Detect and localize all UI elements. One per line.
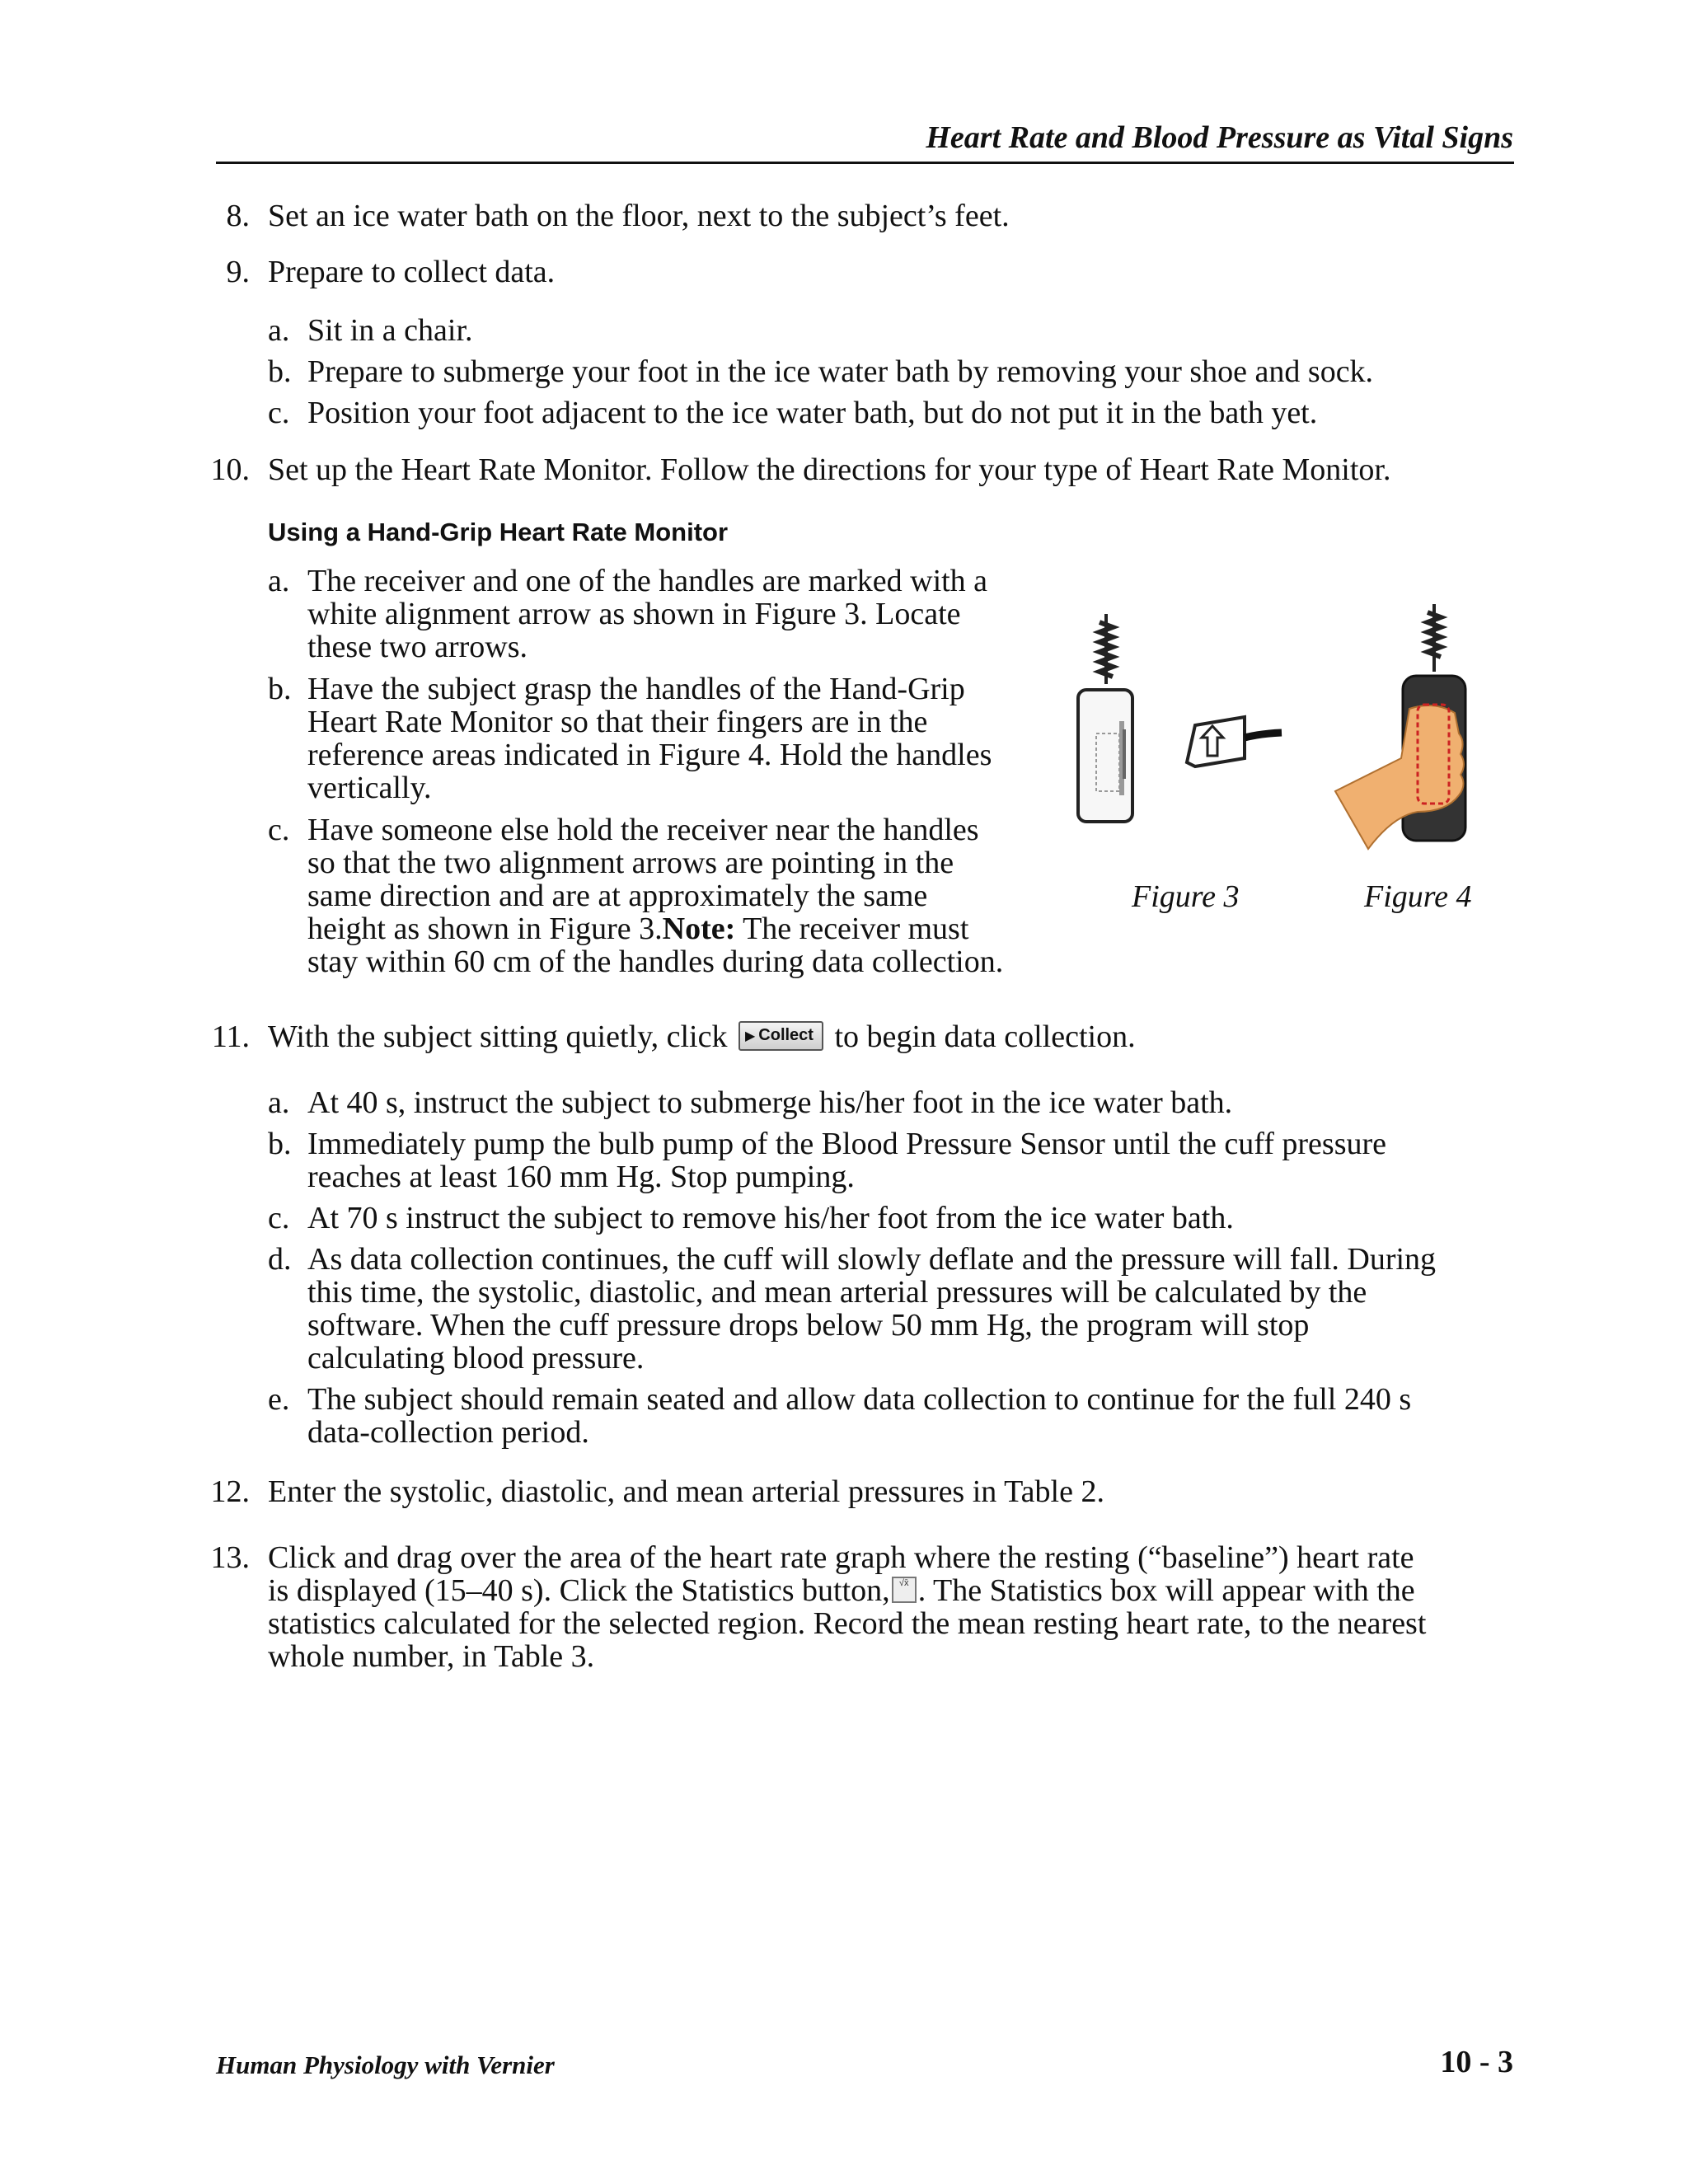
step-11b-letter: b. — [268, 1127, 292, 1161]
step-10b-line: Heart Rate Monitor so that their fingers are in the — [307, 705, 928, 739]
step-10-text: Set up the Heart Rate Monitor. Follow the directions for your type of Heart Rate Monitor. — [268, 452, 1391, 487]
step-11d-line: As data collection continues, the cuff will slowly deflate and the pressure will fall. During — [307, 1242, 1437, 1277]
step-10b-line: vertically. — [307, 771, 432, 805]
step-10c-line: stay within 60 cm of the handles during data collection. — [307, 944, 1004, 979]
step-11a-line: At 40 s, instruct the subject to submerge his/her foot in the ice water bath. — [307, 1085, 1233, 1120]
step-9b-letter: b. — [268, 354, 292, 389]
step-11b-text — [307, 1127, 1386, 1193]
step-11d-letter: d. — [268, 1242, 292, 1277]
step-11d-line: calculating blood pressure. — [307, 1341, 645, 1376]
step-10c-text — [307, 813, 1003, 978]
collect-button[interactable] — [738, 1021, 823, 1051]
step-8-number: 8. — [226, 199, 250, 233]
header-rule — [216, 162, 1514, 164]
note-label: Note: — [662, 912, 736, 946]
step-11b-line: reaches at least 160 mm Hg. Stop pumping. — [307, 1160, 855, 1194]
step-13-line-part: . The Statistics box will appear with the — [917, 1573, 1415, 1608]
step-9c-letter: c. — [268, 396, 290, 430]
step-11d-line: this time, the systolic, diastolic, and mean arterial pressures will be calculated by the — [307, 1275, 1367, 1310]
figure-3-caption: Figure 3 — [1132, 879, 1240, 914]
hand-grip-subheading: Using a Hand-Grip Heart Rate Monitor — [268, 518, 729, 546]
step-10b-line: reference areas indicated in Figure 4. Hold the handles — [307, 738, 992, 772]
page-header-title: Heart Rate and Blood Pressure as Vital Signs — [926, 120, 1513, 155]
step-11-text-after: to begin data collection. — [834, 1019, 1136, 1054]
step-12-number: 12. — [210, 1474, 250, 1509]
statistics-button[interactable] — [892, 1577, 917, 1603]
step-13-number: 13. — [210, 1540, 250, 1575]
step-9a-text: Sit in a chair. — [307, 313, 473, 348]
step-10c-line-part: The receiver must — [743, 912, 969, 946]
step-10b-text — [307, 673, 992, 804]
step-10a-line: white alignment arrow as shown in Figure 3. Locate — [307, 597, 961, 631]
step-13-line — [268, 1574, 1426, 1607]
step-9-number: 9. — [226, 255, 250, 289]
step-11-text — [268, 1020, 1136, 1054]
step-10a-line: The receiver and one of the handles are marked with a — [307, 564, 988, 598]
statistics-icon: √x̄ — [898, 1578, 909, 1589]
handle-with-arrow-figure — [1187, 717, 1282, 766]
step-11e-line: data-collection period. — [307, 1415, 589, 1450]
step-13-line-part: is displayed (15–40 s). Click the Statistics button, — [268, 1573, 890, 1608]
step-10c-line-part: height as shown in Figure 3. — [307, 912, 663, 946]
step-13-line: statistics calculated for the selected region. Record the mean resting heart rate, to the nearest — [268, 1606, 1427, 1641]
step-11d-text — [307, 1243, 1436, 1375]
step-10c-line: Have someone else hold the receiver near the handles — [307, 813, 979, 847]
step-13-line: Click and drag over the area of the heart rate graph where the resting (“baseline”) heart rate — [268, 1540, 1414, 1575]
figures-illustration — [1071, 598, 1484, 861]
step-10c-line — [307, 912, 1003, 945]
receiver-figure — [1078, 614, 1132, 822]
step-9c-text: Position your foot adjacent to the ice water bath, but do not put it in the bath yet. — [307, 396, 1318, 430]
step-11-number: 11. — [211, 1019, 250, 1054]
step-11c-line: At 70 s instruct the subject to remove his/her foot from the ice water bath. — [307, 1201, 1234, 1235]
step-10a-line: these two arrows. — [307, 630, 528, 664]
step-10c-line: so that the two alignment arrows are pointing in the — [307, 846, 954, 880]
step-9a-letter: a. — [268, 313, 290, 348]
step-10b-line: Have the subject grasp the handles of the Hand-Grip — [307, 672, 965, 706]
footer-book-title: Human Physiology with Vernier — [216, 2050, 555, 2079]
step-11-text-before: With the subject sitting quietly, click — [268, 1019, 728, 1054]
step-13-text — [268, 1541, 1426, 1673]
step-11c-letter: c. — [268, 1201, 290, 1235]
step-11d-line: software. When the cuff pressure drops below 50 mm Hg, the program will stop — [307, 1308, 1310, 1343]
step-10b-letter: b. — [268, 672, 292, 706]
step-11e-line: The subject should remain seated and allow data collection to continue for the full 240 s — [307, 1382, 1412, 1417]
step-10-number: 10. — [210, 452, 250, 487]
footer-page-number: 10 - 3 — [1440, 2045, 1513, 2079]
collect-button-label: Collect — [758, 1026, 814, 1045]
step-11a-text — [307, 1086, 1232, 1119]
step-11b-line: Immediately pump the bulb pump of the Blood Pressure Sensor until the cuff pressure — [307, 1127, 1387, 1161]
step-12-text: Enter the systolic, diastolic, and mean arterial pressures in Table 2. — [268, 1474, 1104, 1509]
step-11c-text — [307, 1202, 1234, 1235]
step-11e-letter: e. — [268, 1382, 290, 1417]
step-11a-letter: a. — [268, 1085, 290, 1120]
step-11e-text — [307, 1383, 1411, 1449]
play-triangle-icon: ▶ — [744, 1029, 756, 1044]
step-10a-text — [307, 565, 987, 663]
step-9b-text: Prepare to submerge your foot in the ice water bath by removing your shoe and sock. — [307, 354, 1374, 389]
step-13-line: whole number, in Table 3. — [268, 1639, 595, 1674]
step-10a-letter: a. — [268, 564, 290, 598]
step-8-text: Set an ice water bath on the floor, next to the subject’s feet. — [268, 199, 1010, 233]
figure-4-caption: Figure 4 — [1364, 879, 1472, 914]
step-10c-letter: c. — [268, 813, 290, 847]
step-9-text: Prepare to collect data. — [268, 255, 556, 289]
step-10c-line: same direction and are at approximately the same — [307, 879, 928, 913]
hand-grip-figure — [1335, 604, 1465, 849]
